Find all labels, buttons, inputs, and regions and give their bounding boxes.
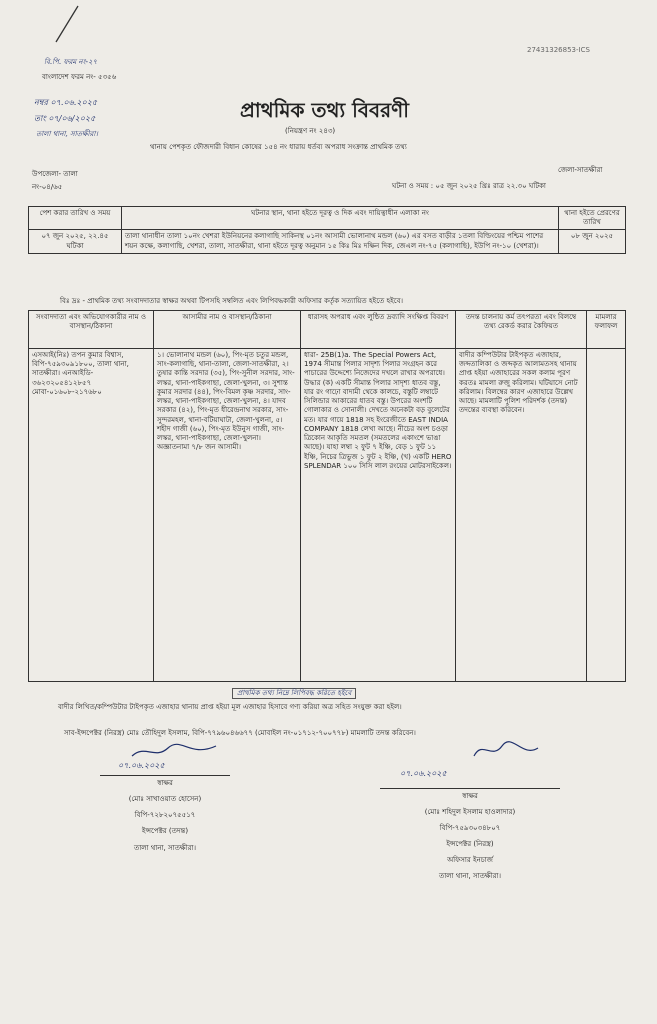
upazila: উপজেলা- তালা [32, 170, 78, 178]
handwritten-date: তাং ০৭/০৬/২০২৫ [34, 114, 96, 123]
thana-left: তালা থানা, সাতক্ষীরা। [36, 130, 98, 138]
action-value: বাদীর কম্পিউটার টাইপকৃত এজাহার, জব্দতালিকা ও জব্দকৃত আলামতসহ থানায় প্রাপ্ত হইয়া এজাহারের সকল কলাম পূরণ করতঃ মামলা রুজু করিলাম। ঘটিয়াসে নোট করিলাম। বিলম্বের কারণ এজাহারে উল্লেখ আছে। মামলাটি পুলিশ পরিদর্শক (তদন্ত) তদন্তের ব্যবস্থা করিবেন। [456, 349, 587, 682]
case-no: নং-০৪/৬৫ [32, 183, 63, 191]
sig-left-office: তালা থানা, সাতক্ষীরা। [134, 844, 196, 852]
col-accused: আসামীর নাম ও বাসস্থান/ঠিকানা [154, 311, 301, 349]
col-informant: সংবাদদাতা এবং অভিযোগকারীর নাম ও বাসস্থান/ঠিকানা [29, 311, 154, 349]
result-value [587, 349, 626, 682]
footer-line-2: সাব-ইন্সপেক্টর (নিরস্ত্র) মোঃ তৌহিদুল ইসলাম, বিপি-৭৭৯৬০৪৬৬৭৭ (মোবাইল নং-০১৭১২-৭০০৭৭৮) মামলাটি তদন্ত করিবেন। [64, 729, 416, 737]
sig-right-name: (মোঃ শহিদুল ইসলাম হাওলাদার) [424, 808, 516, 816]
footer-handwritten: প্রাথমিক তথ্য নিম্নে লিপিবদ্ধ করিতে হইবে [232, 688, 356, 699]
sig-right-date: ০৭.০৬.২০২৫ [400, 769, 447, 778]
sig-left-date: ০৭.০৬.২০২৫ [118, 761, 165, 770]
accused-list: ১। ভোলানাথ মন্ডল (৬০), পিং-মৃত চতুর মন্ডল, সাং-কলাগাছি, থানা-তালা, জেলা-সাতক্ষীরা, ২। তুষার কান্তি সরদার (৩৫), পিং-সুনীল সরদার, সাং-লস্কর, থানা-পাইকগাছা, জেলা-খুলনা, ৩। সুশান্ত কুমার সরদার (৪৪), পিং-বিমল কৃষ্ণ সরদার, সাং-লস্কর, থানা-পাইকগাছা, জেলা-খুলনা, ৪। যাদব সরকার (৪২), পিং-মৃত ধীরেন্দ্রনাথ সরকার, সাং-সুন্দরমহল, থানা-বটিয়াঘাটা, জেলা-খুলনা, ৫। শহীদ গাজী (৬০), পিং-মৃত ইউনুস গাজী, সাং-লস্কর, থানা-পাইকগাছা, জেলা-খুলনা। [157, 351, 295, 443]
offence-value: ধারা- 25B(1)a. The Special Powers Act, 1974 সীমান্ত পিলার সাদৃশ্য পিলার সংগ্রহন করে পাচারের উদ্দেশ্যে নিজেদের দখলে রাখার অপরাধে। উদ্ধার (ক) একটি সীমান্ত পিলার সাদৃশ্য ধাতব বস্তু, যার রং গাঢ়ো বাদামী থেকে কালচে, বস্তুটি লম্বাটে সিলিন্ডার আকারের ধাতব বস্তু। উপরের অংশটি গোলাকার ও সোনালী। দেখতে অনেকটা বড় বুলেটের মত। যার গায়ে 1818 সহ ইংরেজীতে EAST INDIA COMPANY 1818 লেখা আছে। নীচের অংশ চওড়া ত্রিকোন আকৃতি সমতল (সমতলের একাংশে ভাঙা আছে)। যাহা লম্বা ২ ফুট ৭ ইঞ্চি, বেড় ১ ফুট ১১ ইঞ্চি, নিচের ত্রিভুজ ১ ফুট ২ ইঞ্চি, (খ) একটি HERO SPLENDAR ১০০ সিসি লাল রংয়ের মোটরসাইকেল। [301, 349, 456, 682]
signature-right [472, 738, 542, 762]
sig-right-rank: ইন্সপেক্টর (নিরস্ত্র) [446, 840, 494, 848]
col-send-date: থানা হইতে প্রেরণের তারিখ [559, 207, 626, 230]
col-offence: ধারাসহ অপরাধ এবং লুন্ঠিত দ্রব্যাদি সংক্ষিপ্ত বিবরণ [301, 311, 456, 349]
footer-line-1: বাদীর লিখিত/কম্পিউটার টাইপকৃত এজাহার থানায় প্রাপ্ত হইয়া মূল এজাহার হিসাবে গণ্য করিয়া অত্র সহিত সংযুক্ত করা হইল। [58, 703, 402, 711]
case-details-table [28, 310, 626, 682]
event-time: ঘটনা ও সময় : ০৫ জুন ২০২৫ খ্রিঃ রাত্র ২২.৩০ ঘটিকা [392, 182, 546, 190]
signature-left [130, 740, 220, 762]
informant-value: এসআই(নিঃ) তপন কুমার বিশ্বাস, বিপি-৭৫৯৩০৯১৮০০, তালা থানা, সাতক্ষীরা। এনআইডি- ৩৬২৩২০৫৪১২৮৫৭ মোবা-০১৬০৮-২১৭৬৮০ [29, 349, 154, 682]
col-submit-time: পেশ করার তারিখ ও সময় [29, 207, 122, 230]
sig-right-role: অফিসার ইনচার্জ [447, 856, 493, 864]
send-date-value: ০৮ জুন ২০২৫ [559, 230, 626, 253]
sig-right-label: স্বাক্ষর [462, 792, 478, 800]
intro-text: থানায় পেশকৃত ফৌজদারী বিধান কোষের ১৫৪ নং ধারায় ধর্তব্য অপরাধ সংক্রান্ত প্রাথমিক তথ্য [150, 143, 407, 151]
sig-left-label: স্বাক্ষর [157, 779, 173, 787]
location-value: তালা থানাধীন তালা ১০নং খেশরা ইউনিয়নের কলাগাছি সাকিনস্থ ০১নং আসামী ভোলানাথ মন্ডল (৬০) এর বসত বাড়ীর ১তলা বিল্ডিংয়ের পশ্চিম পাশের শয়ন কক্ষে, কলাগাছি, খেশরা, তালা, সাতক্ষীরা, থানা হইতে দূরত্ব অনুমান ১৫ কিঃ মিঃ দক্ষিন দিক, জেএল নং-৭৫ (কলাগাছি), ইউপি নং-১০ (খেশরা)। [122, 230, 559, 253]
submit-time-value: ০৭ জুন ২০২৫, ২২.৪৫ ঘটিকা [29, 230, 122, 253]
subtitle: (নিয়ন্ত্রণ নং ২৪৩) [285, 127, 336, 135]
col-action: তদন্ত চালনায় কর্ম তৎপরতা এবং বিলম্বে তথ্য রেকর্ড করার কৈফিয়ত [456, 311, 587, 349]
pen-mark [52, 4, 82, 44]
incident-table [28, 206, 626, 254]
page-title: প্রাথমিক তথ্য বিবরণী [240, 98, 409, 122]
sig-right-office: তালা থানা, সাতক্ষীরা। [439, 872, 501, 880]
handwritten-no: নম্বর ০৭.০৬.২০২৫ [34, 98, 98, 107]
col-location: ঘটনার স্থান, থানা হইতে দূরত্ব ও দিক এবং দায়িত্বাধীন এলাকা নং [122, 207, 559, 230]
form-ref-2: বাংলাদেশ ফরম নং- ৫৩৫৬ [42, 73, 117, 81]
form-ref-1: বি.পি. ফরম নং-২৭ [44, 58, 98, 66]
accused-cell [154, 349, 301, 682]
sig-left-bp: বিপি-৭২৮২০৭৫৫১৭ [134, 811, 196, 819]
stamp-number: 27431326853-ICS [527, 46, 590, 54]
note-text: বিঃ দ্রঃ - প্রাথমিক তথ্য সংবাদদাতার স্বাক্ষর অথবা টিপসহি সম্বলিত এবং লিপিবদ্ধকারী অফিসার কর্তৃক সত্যায়িত হইতে হইবে। [60, 297, 404, 305]
sig-left-name: (মোঃ সাখাওয়াত হোসেন) [128, 795, 202, 803]
district: জেলা-সাতক্ষীরা [558, 166, 603, 174]
sig-right-bp: বিপি-৭৫৯৩০৩৪৮০৭ [439, 824, 501, 832]
accused-unknown: অজ্ঞাতনামা ৭/৮ জন আসামী। [157, 443, 241, 452]
col-result: মামলার ফলাফল [587, 311, 626, 349]
sig-left-rank: ইন্সপেক্টর (তদন্ত) [141, 827, 189, 835]
